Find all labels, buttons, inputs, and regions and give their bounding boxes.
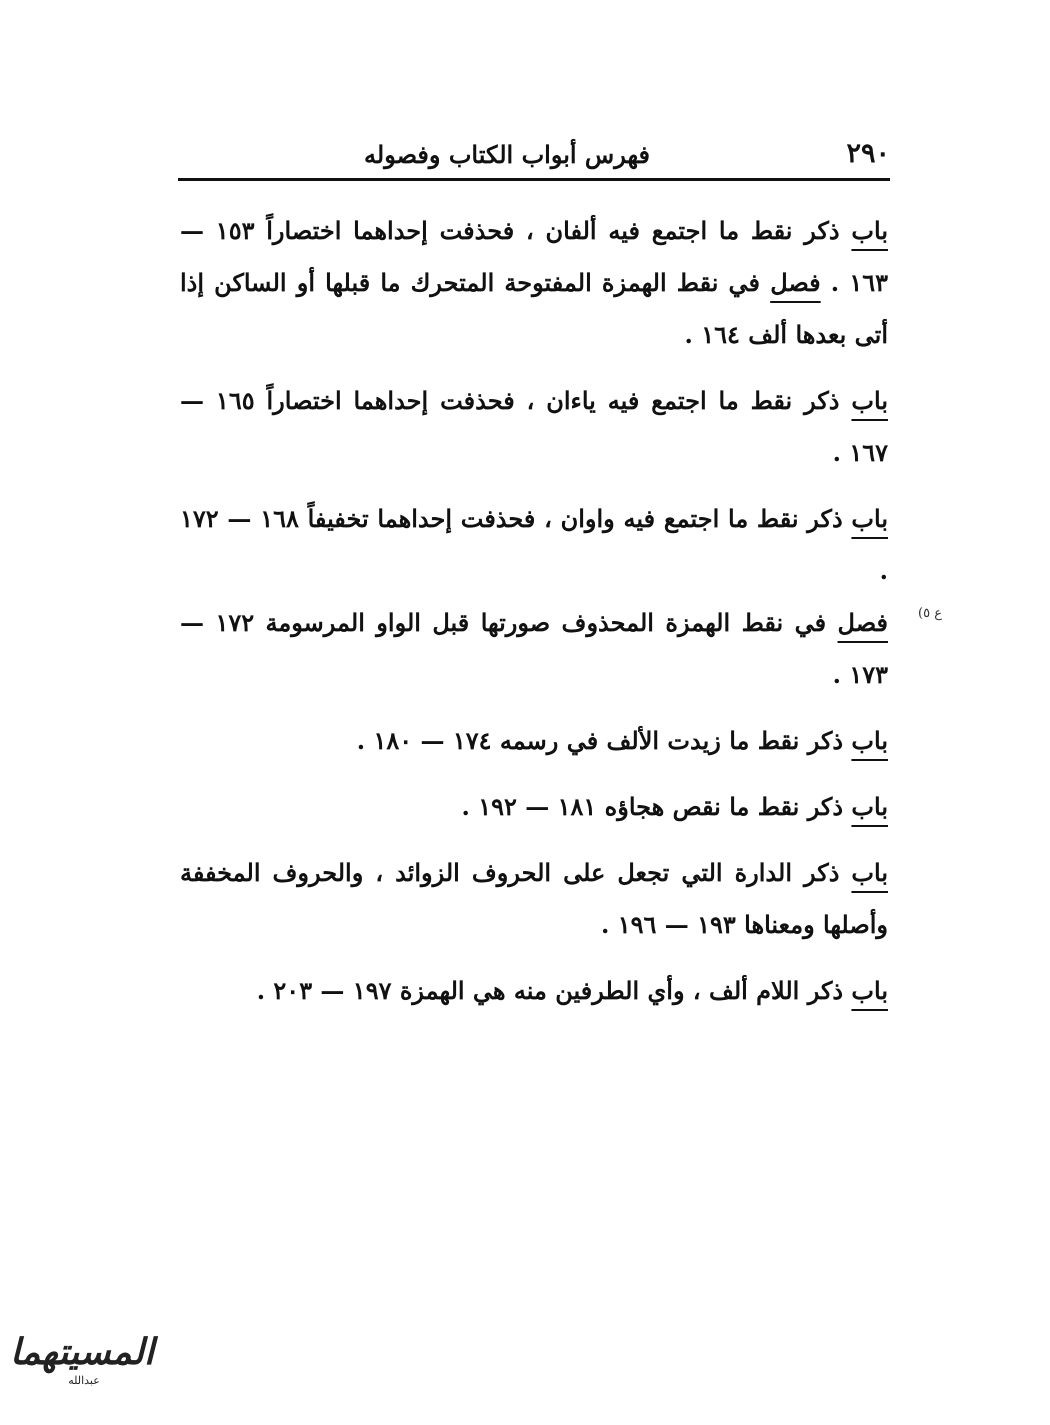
entry-text: ذكر اللام ألف ، وأي الطرفين منه هي الهمزة ١٩٧ — ٢٠٣ . [256,976,852,1005]
entry-keyword: باب [851,858,888,887]
stamp-calligraphy: المسيتهما [10,1331,154,1373]
entry-keyword: فصل [837,608,888,637]
index-entry [180,493,888,597]
library-stamp [10,1330,154,1410]
entry-text: ذكر نقط ما اجتمع فيه ياءان ، فحذفت إحداهما اختصاراً ١٦٥ — ١٦٧ . [180,386,888,467]
page-number: ٢٩٠ [846,138,890,169]
entry-keyword: باب [851,216,888,245]
entry-text: ذكر الدارة التي تجعل على الحروف الزوائد ، والحروف المخففة وأصلها ومعناها ١٩٣ — ١٩٦ . [180,858,888,939]
entry-text: ذكر نقط ما نقص هجاؤه ١٨١ — ١٩٢ . [461,792,852,821]
entry-text: ذكر نقط ما اجتمع فيه ألفان ، فحذفت إحداهما اختصاراً ١٥٣ — ١٦٣ . [180,216,888,297]
index-entry [180,781,888,833]
entry-keyword: باب [851,976,888,1005]
index-entry [180,965,888,1017]
entry-keyword: باب [851,792,888,821]
entry-keyword: فصل [770,268,821,297]
index-entry [180,597,888,701]
running-title: فهرس أبواب الكتاب وفصوله [364,140,650,169]
entry-text: في نقط الهمزة المحذوف صورتها قبل الواو المرسومة ١٧٢ — ١٧٣ . [180,608,888,689]
margin-note: ع ٥) [918,606,942,621]
entry-text: ذكر نقط ما اجتمع فيه واوان ، فحذفت إحداهما تخفيفاً ١٦٨ — ١٧٢ . [180,504,888,585]
stamp-subtext: عبدالله [68,1374,100,1387]
index-entry [180,375,888,479]
index-entry [180,205,888,361]
entry-text: ذكر نقط ما زيدت الألف في رسمه ١٧٤ — ١٨٠ . [356,726,852,755]
page-header [178,138,890,178]
entry-keyword: باب [851,386,889,415]
index-body [180,205,888,1017]
entry-text: في نقط الهمزة المفتوحة المتحرك ما قبلها أو الساكن إذا أتى بعدها ألف ١٦٤ . [180,268,888,349]
index-entry [180,847,888,951]
header-rule [178,178,890,181]
index-entry [180,715,888,767]
entry-keyword: باب [851,504,888,533]
entry-keyword: باب [851,726,888,755]
